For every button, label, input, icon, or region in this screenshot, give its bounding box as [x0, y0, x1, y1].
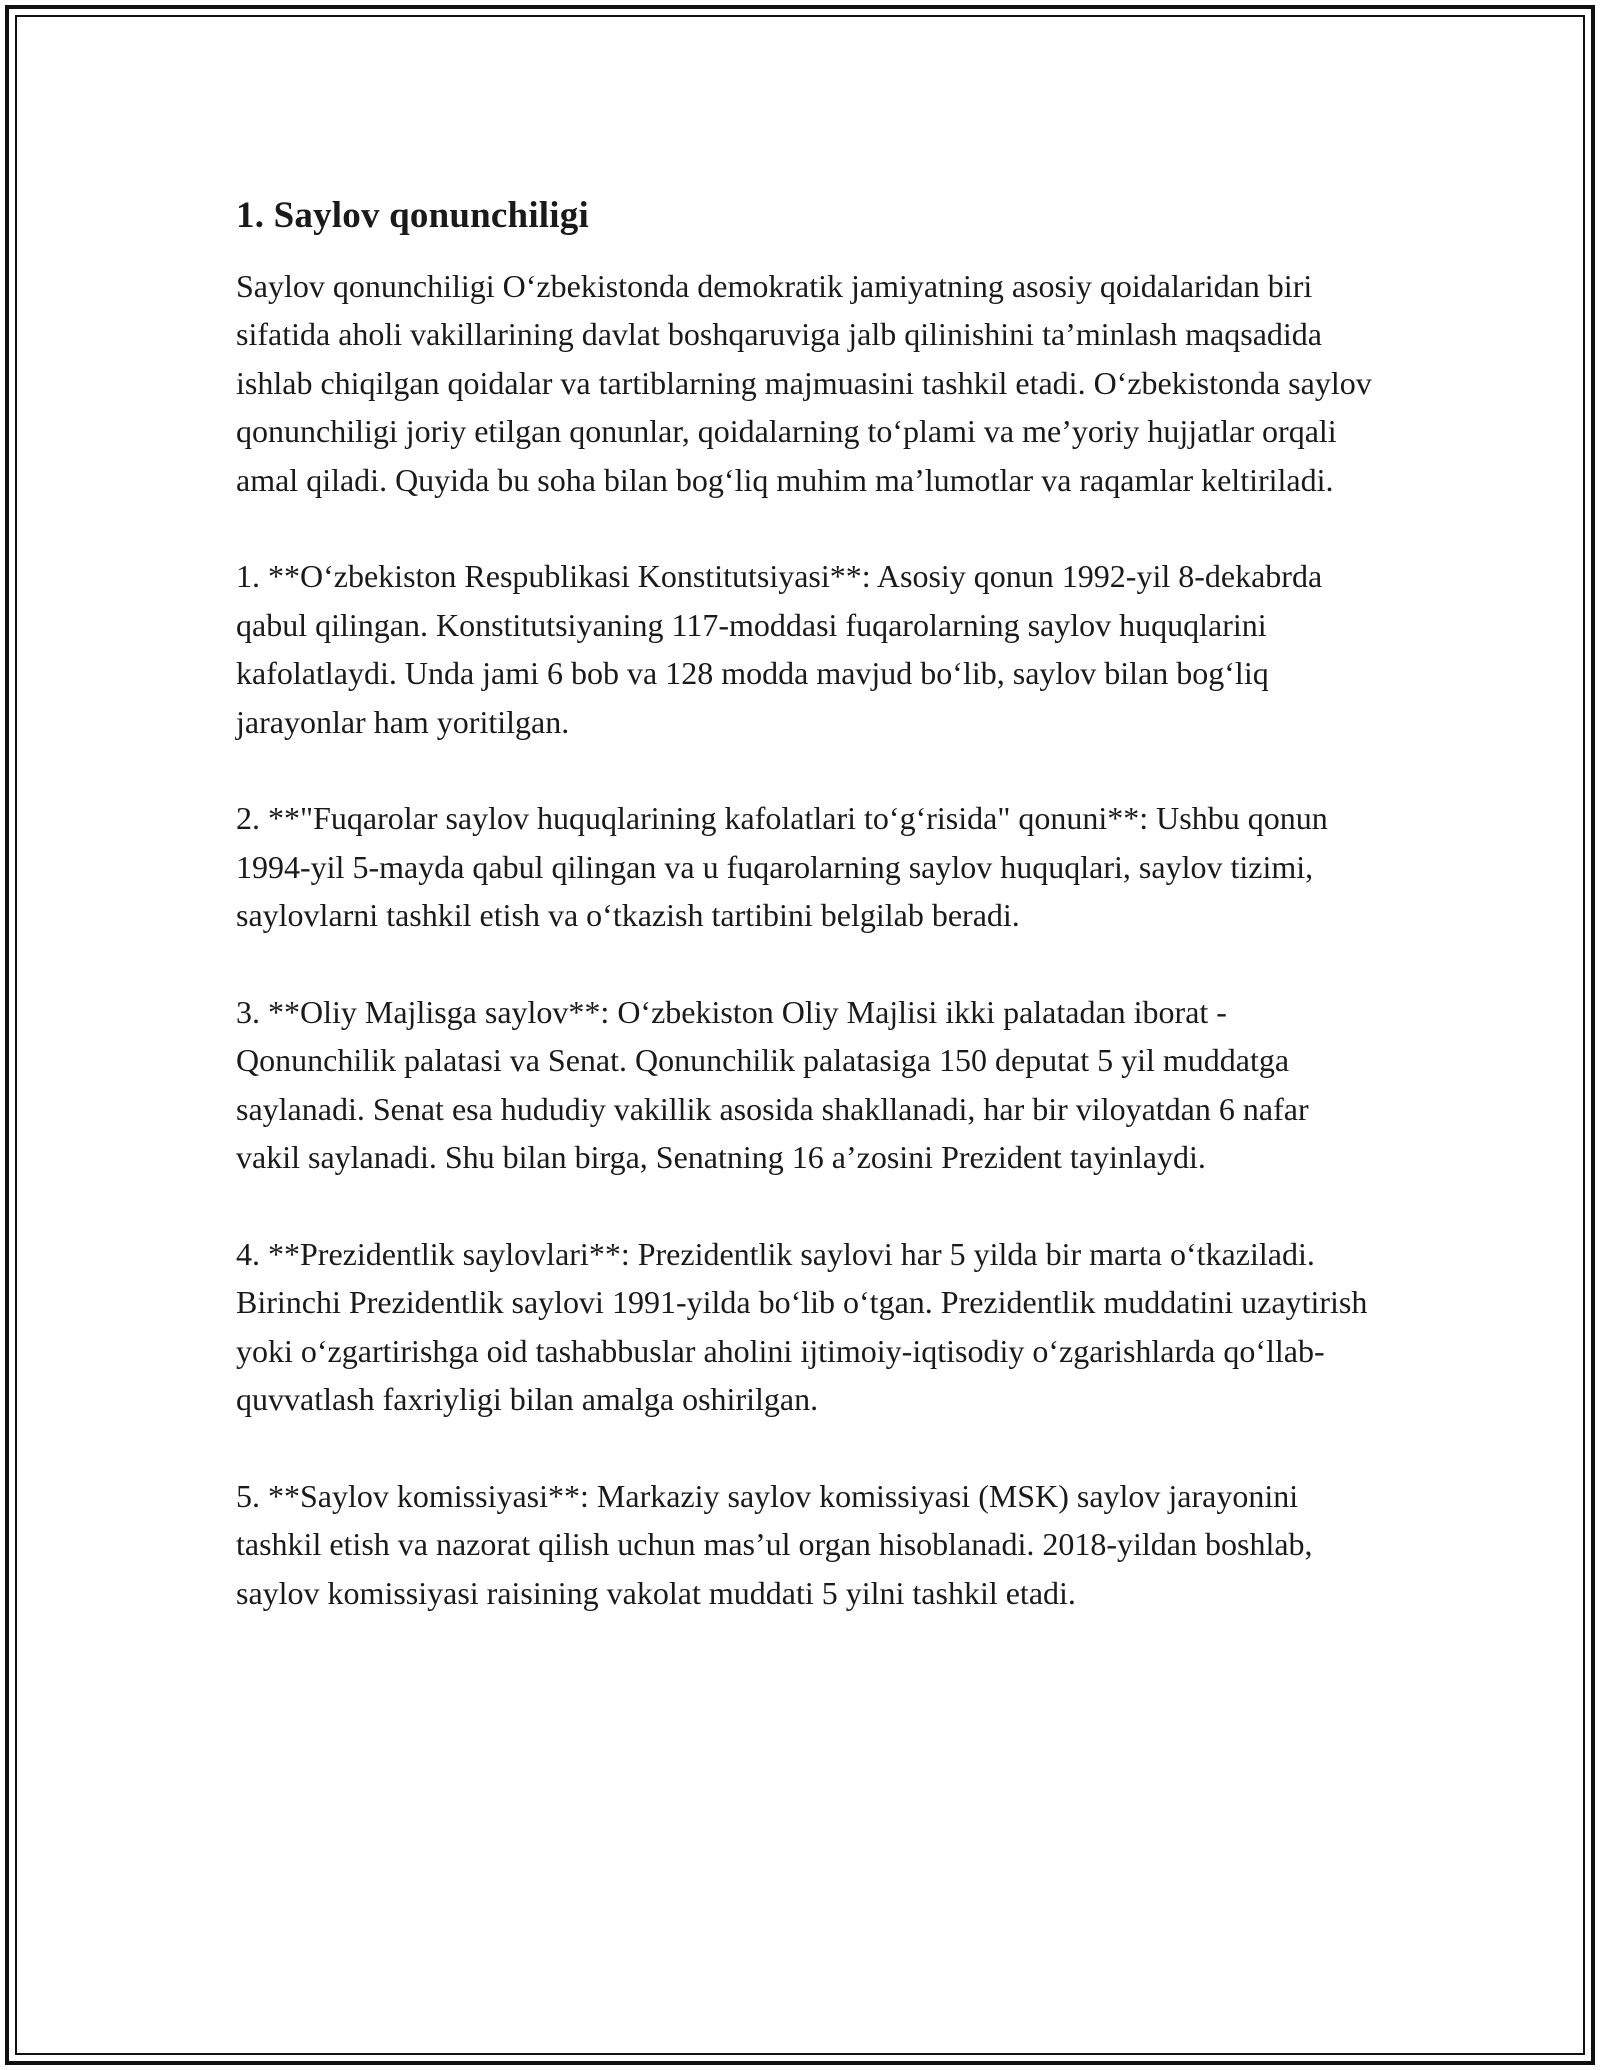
list-item-presidential-elections: 4. **Prezidentlik saylovlari**: Prezidentlik saylovi har 5 yilda bir marta o‘tkaziladi. Birinchi Prezidentlik saylovi 1991-yilda bo‘lib o‘tgan. Prezidentlik muddatini uzaytirish yoki o‘zgartirishga oid tashabbuslar aholini ijtimoiy-iqtisodiy o‘zgarishlarda qo‘llab-quvvatlash faxriyligi bilan amalga oshirilgan.: [236, 1236, 1368, 1418]
list-item-oliy-majlis: 3. **Oliy Majlisga saylov**: O‘zbekiston Oliy Majlisi ikki palatadan iborat - Qonunchilik palatasi va Senat. Qonunchilik palatasiga 150 deputat 5 yil muddatga saylanadi. Senat esa hududiy vakillik asosida shakllanadi, har bir viloyatdan 6 nafar vakil saylanadi. Shu bilan birga, Senatning 16 a’zosini Prezident tayinlaydi.: [236, 994, 1309, 1176]
document-body: [236, 188, 1376, 1617]
intro-paragraph: Saylov qonunchiligi O‘zbekistonda demokratik jamiyatning asosiy qoidalaridan biri sifatida aholi vakillarining davlat boshqaruviga jalb qilinishini ta’minlash maqsadida ishlab chiqilgan qoidalar va tartiblarning majmuasini tashkil etadi. O‘zbekistonda saylov qonunchiligi joriy etilgan qonunlar, qoidalarning to‘plami va me’yoriy hujjatlar orqali amal qiladi. Quyida bu soha bilan bog‘liq muhim ma’lumotlar va raqamlar keltiriladi.: [236, 268, 1372, 498]
list-item-constitution: 1. **O‘zbekiston Respublikasi Konstitutsiyasi**: Asosiy qonun 1992-yil 8-dekabrda qabul qilingan. Konstitutsiyaning 117-moddasi fuqarolarning saylov huquqlarini kafolatlaydi. Unda jami 6 bob va 128 modda mavjud bo‘lib, saylov bilan bog‘liq jarayonlar ham yoritilgan.: [236, 558, 1323, 740]
list-item-voting-rights-law: 2. **"Fuqarolar saylov huquqlarining kafolatlari to‘g‘risida" qonuni**: Ushbu qonun 1994-yil 5-mayda qabul qilingan va u fuqarolarning saylov huquqlari, saylov tizimi, saylovlarni tashkil etish va o‘tkazish tartibini belgilab beradi.: [236, 800, 1328, 934]
section-heading: 1. Saylov qonunchiligi: [236, 195, 589, 236]
list-item-election-commission: 5. **Saylov komissiyasi**: Markaziy saylov komissiyasi (MSK) saylov jarayonini tashkil etish va nazorat qilish uchun mas’ul organ hisoblanadi. 2018-yildan boshlab, saylov komissiyasi raisining vakolat muddati 5 yilni tashkil etadi.: [236, 1478, 1313, 1611]
